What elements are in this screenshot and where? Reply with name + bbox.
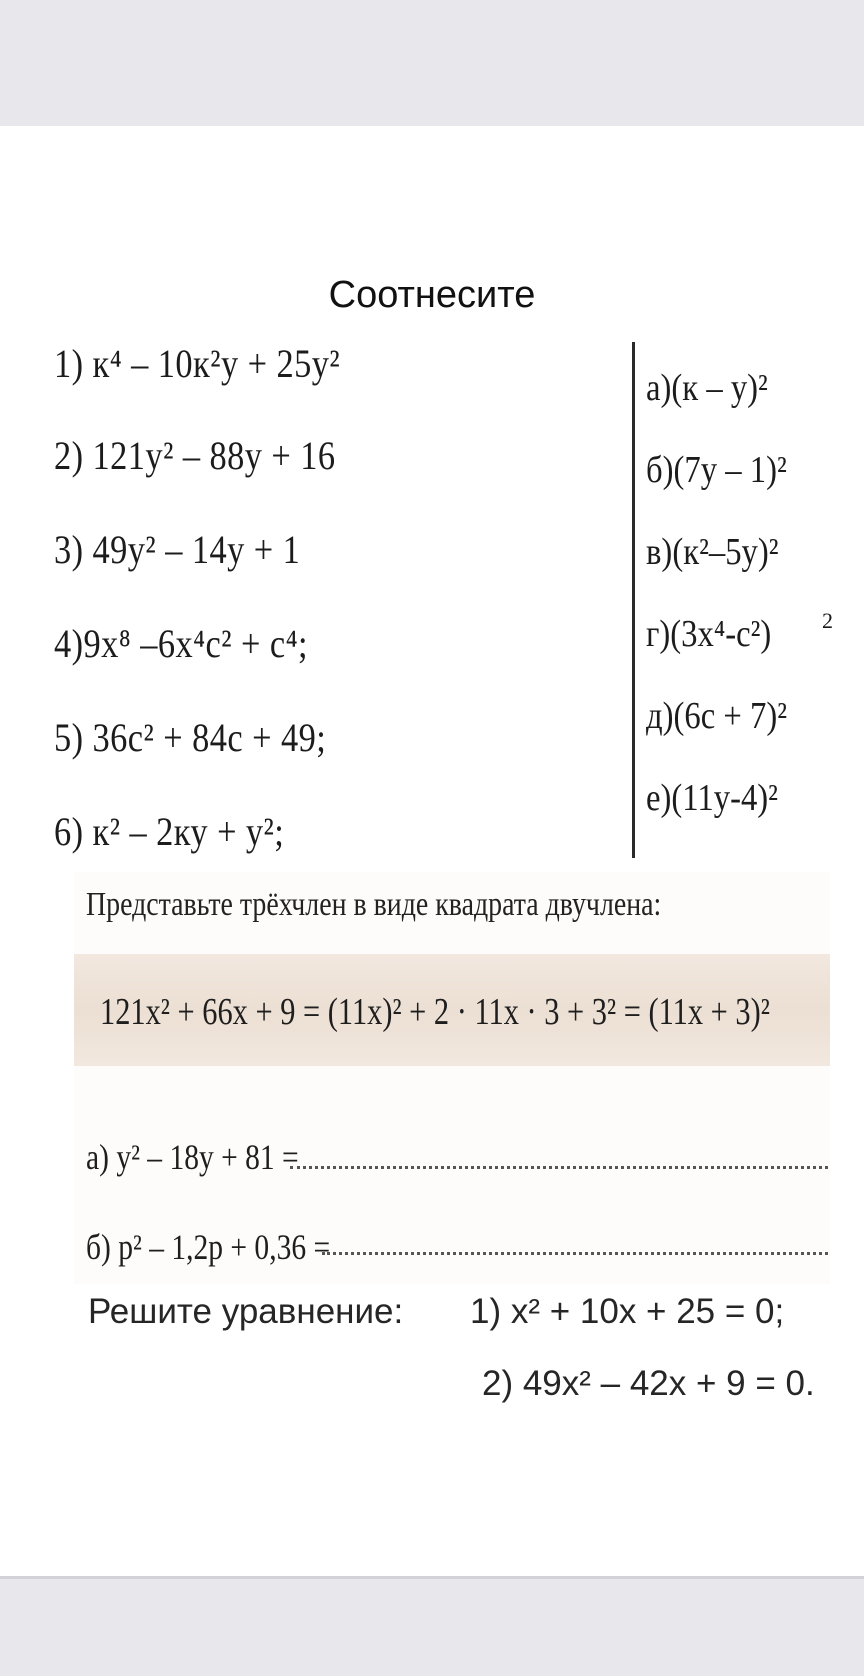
task-heading: Представьте трёхчлен в виде квадрата двучлена:	[86, 886, 662, 923]
answer-b: б)(7у – 1)²	[646, 449, 787, 491]
task-item-b-label: б) p² – 1,2p + 0,36 =	[86, 1227, 331, 1267]
page-title: Соотнесите	[328, 274, 536, 316]
task-item-a-label: а) y² – 18y + 81 =	[86, 1137, 299, 1177]
expression-5: 5) 36с² + 84с + 49;	[54, 715, 327, 760]
equation-2: 2) 49x² – 42x + 9 = 0.	[482, 1364, 815, 1403]
expression-2: 2) 121у² – 88у + 16	[54, 433, 336, 478]
answer-d: д)(6с + 7)²	[646, 695, 788, 737]
equation-1: 1) x² + 10x + 25 = 0;	[470, 1292, 785, 1331]
column-divider	[632, 342, 635, 858]
expression-4: 4)9х⁸ –6х⁴с² + с⁴;	[54, 621, 308, 666]
top-gray-band	[0, 0, 864, 126]
answer-v: в)(к²–5у)²	[646, 531, 779, 573]
expression-6: 6) к² – 2ку + у²;	[54, 809, 285, 854]
answer-e: е)(11у-4)²	[646, 777, 778, 819]
scanned-task-block	[74, 872, 830, 1284]
answer-line-a	[290, 1166, 828, 1169]
bottom-gray-band	[0, 1576, 864, 1676]
answer-g: г)(3х⁴-с²)	[646, 613, 772, 655]
answer-line-b	[322, 1252, 828, 1255]
solve-label: Решите уравнение:	[88, 1292, 404, 1331]
stray-exponent: 2	[822, 608, 833, 633]
expression-1: 1) к⁴ – 10к²у + 25у²	[54, 341, 341, 386]
example-formula: 121x² + 66x + 9 = (11x)² + 2 · 11x · 3 + 3² = (11x + 3)²	[100, 991, 770, 1033]
answer-a: а)(к – у)²	[646, 367, 768, 409]
task-item-b	[86, 1226, 384, 1268]
task-item-a	[86, 1136, 345, 1178]
expression-3: 3) 49у² – 14у + 1	[54, 527, 301, 572]
